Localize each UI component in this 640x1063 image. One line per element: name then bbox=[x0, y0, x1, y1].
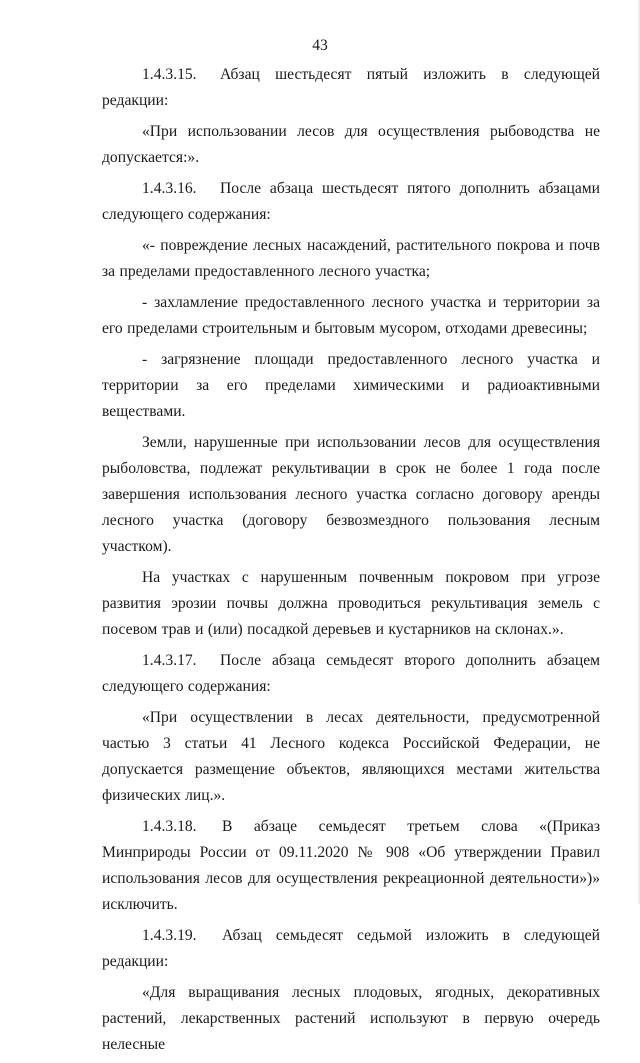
paragraph-text: Абзац шестьдесят пятый изложить в следующей редакции: bbox=[102, 66, 600, 109]
paragraph-text: «- повреждение лесных насаждений, растительного покрова и почв за пределами предоставленного лесного участка; bbox=[102, 237, 600, 280]
paragraph-text: На участках с нарушенным почвенным покровом при угрозе развития эрозии почвы должна проводиться рекультивация земель с посевом трав и (или) посадкой деревьев и кустарников на склонах.». bbox=[102, 569, 600, 638]
paragraph-text: «При использовании лесов для осуществления рыбоводства не допускается:». bbox=[102, 123, 600, 166]
paragraph-erosion bbox=[102, 565, 600, 643]
paragraph-text: Абзац семьдесят седьмой изложить в следующей редакции: bbox=[102, 927, 600, 970]
paragraph-1-4-3-15 bbox=[102, 62, 600, 114]
paragraph-damage-item bbox=[102, 233, 600, 285]
paragraph-text: После абзаца шестьдесят пятого дополнить абзацами следующего содержания: bbox=[102, 180, 600, 223]
paragraph-recultivation bbox=[102, 430, 600, 560]
clause-number: 1.4.3.15. bbox=[142, 66, 197, 83]
clause-number: 1.4.3.18. bbox=[142, 818, 197, 835]
paragraph-fishery-quote bbox=[102, 119, 600, 171]
document-body bbox=[102, 62, 600, 1063]
paragraph-1-4-3-19 bbox=[102, 923, 600, 975]
paragraph-text: Земли, нарушенные при использовании лесов для осуществления рыболовства, подлежат рекультивации в срок не более 1 года после завершения использования лесного участка согласно договору аренды лесного участка (договору безвозмездного пользования лесным участком). bbox=[102, 434, 600, 555]
paragraph-1-4-3-17 bbox=[102, 648, 600, 700]
paragraph-littering-item bbox=[102, 290, 600, 342]
paragraph-text: - захламление предоставленного лесного участка и территории за его пределами строительным и бытовым мусором, отходами древесины; bbox=[102, 294, 600, 337]
paragraph-1-4-3-18 bbox=[102, 814, 600, 918]
clause-number: 1.4.3.16. bbox=[142, 180, 197, 197]
paragraph-text: После абзаца семьдесят второго дополнить абзацем следующего содержания: bbox=[102, 652, 600, 695]
paragraph-residence-quote bbox=[102, 705, 600, 809]
paragraph-1-4-3-16 bbox=[102, 176, 600, 228]
page-number: 43 bbox=[312, 37, 328, 54]
clause-number: 1.4.3.19. bbox=[142, 927, 197, 944]
paragraph-text: «При осуществлении в лесах деятельности, предусмотренной частью 3 статьи 41 Лесного кодекса Российской Федерации, не допускается размещение объектов, являющихся местами жительства физических лиц.». bbox=[102, 709, 600, 804]
paragraph-text: - загрязнение площади предоставленного лесного участка и территории за его пределами химическими и радиоактивными веществами. bbox=[102, 351, 600, 420]
paragraph-cultivation-quote bbox=[102, 980, 600, 1058]
clause-number: 1.4.3.17. bbox=[142, 652, 197, 669]
paragraph-text: «Для выращивания лесных плодовых, ягодных, декоративных растений, лекарственных растений используют в первую очередь нелесные bbox=[102, 984, 600, 1053]
paragraph-text: В абзаце семьдесят третьем слова «(Приказ Минприроды России от 09.11.2020 № 908 «Об утверждении Правил использования лесов для осуществления рекреационной деятельности»)» исключить. bbox=[102, 818, 600, 913]
paragraph-pollution-item bbox=[102, 347, 600, 425]
